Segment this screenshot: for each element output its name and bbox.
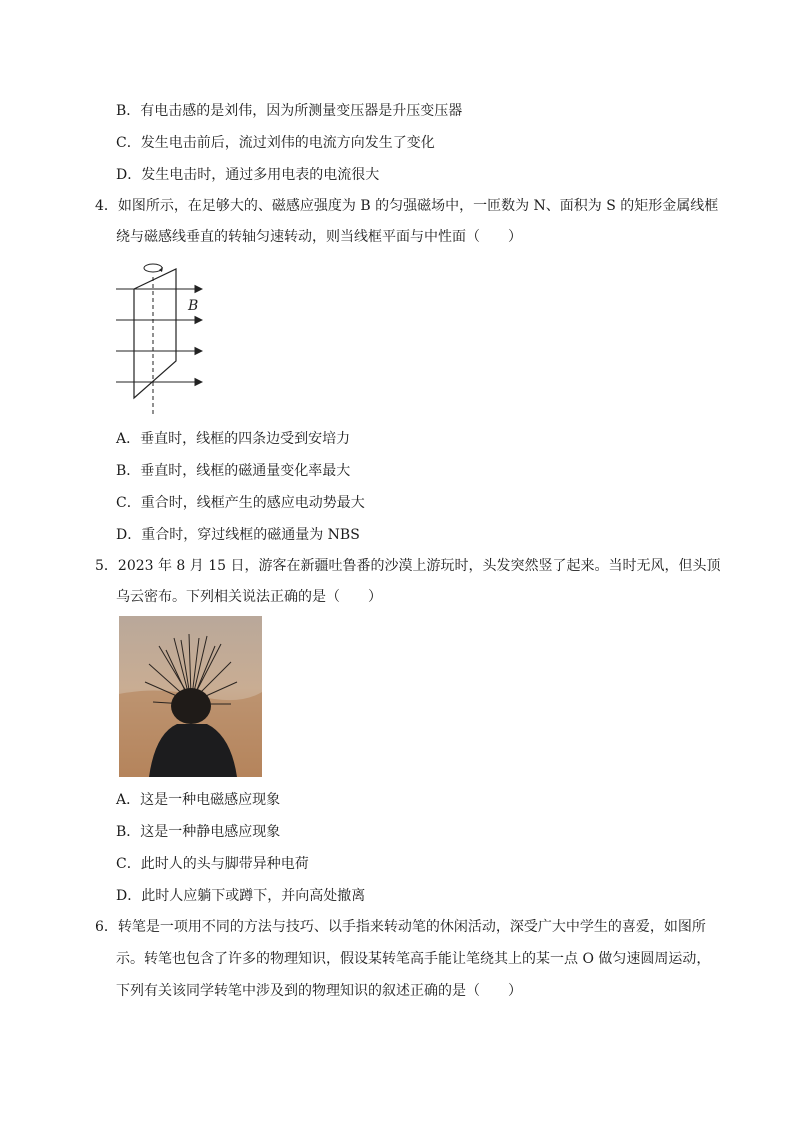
q4-option-b: B．垂直时，线框的磁通量变化率最大 <box>116 463 351 479</box>
q4-option-c: C．重合时，线框产生的感应电动势最大 <box>116 495 365 511</box>
field-label-b: B <box>188 298 199 314</box>
q3-option-c: C．发生电击前后，流过刘伟的电流方向发生了变化 <box>116 135 435 151</box>
q4-option-a: A．垂直时，线框的四条边受到安培力 <box>116 431 351 447</box>
rotation-arrow-icon <box>144 264 162 272</box>
q6-stem-line2: 示。转笔也包含了许多的物理知识，假设某转笔高手能让笔绕其上的某一点 O 做匀速圆周运动， <box>116 951 711 967</box>
q5-option-a: A．这是一种电磁感应现象 <box>116 792 281 808</box>
q3-option-d: D．发生电击时，通过多用电表的电流很大 <box>116 167 380 183</box>
q4-stem-line2: 绕与磁感线垂直的转轴匀速转动，则当线框平面与中性面（ ） <box>116 229 522 245</box>
desert-hair-photo <box>119 616 262 777</box>
q5-option-c: C．此时人的头与脚带异种电荷 <box>116 856 309 872</box>
q5-stem-line1: 5．2023 年 8 月 15 日，游客在新疆吐鲁番的沙漠上游玩时，头发突然竖了起来。当时无风，但头顶 <box>95 558 721 574</box>
q4-option-d: D．重合时，穿过线框的磁通量为 NBS <box>116 527 360 543</box>
q5-option-d: D．此时人应躺下或蹲下，并向高处撤离 <box>116 888 366 904</box>
q5-option-b: B．这是一种静电感应现象 <box>116 824 281 840</box>
q5-stem-line2: 乌云密布。下列相关说法正确的是（ ） <box>116 589 382 605</box>
q3-option-b: B．有电击感的是刘伟，因为所测量变压器是升压变压器 <box>116 103 463 119</box>
q4-stem-line1: 4．如图所示，在足够大的、磁感应强度为 B 的匀强磁场中，一匝数为 N、面积为 S 的矩形金属线框 <box>95 198 719 214</box>
rotating-coil-figure <box>112 255 222 417</box>
q6-stem-line3: 下列有关该同学转笔中涉及到的物理知识的叙述正确的是（ ） <box>116 983 522 999</box>
coil-frame <box>134 269 176 398</box>
q6-stem-line1: 6．转笔是一项用不同的方法与技巧、以手指来转动笔的休闲活动，深受广大中学生的喜爱，如图所 <box>95 919 706 935</box>
